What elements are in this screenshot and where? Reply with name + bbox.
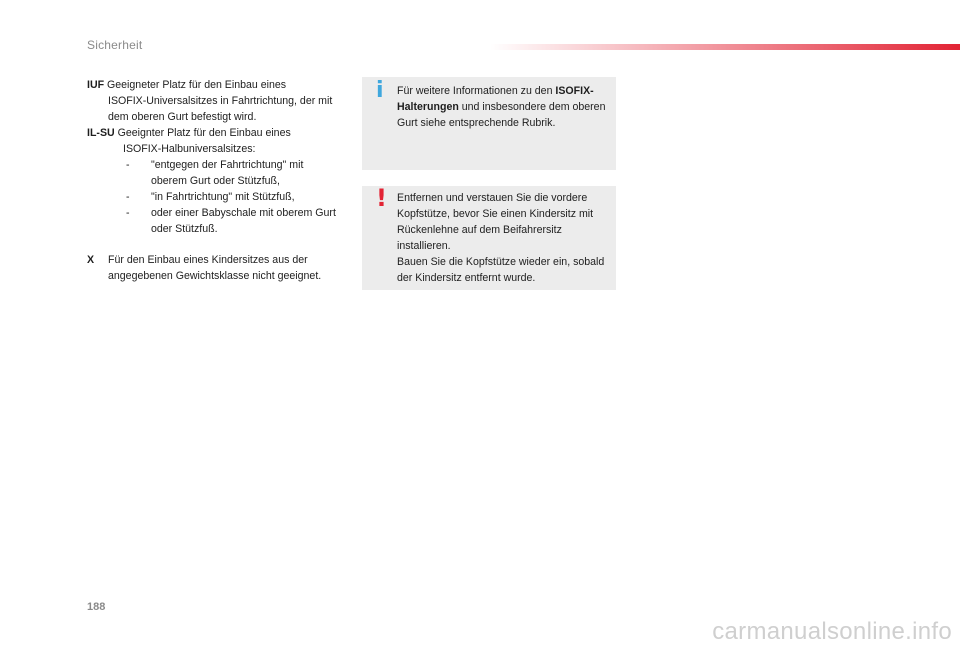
- warning-exclamation-icon: !: [376, 184, 387, 212]
- definition-text-continued: ISOFIX-Universalsitzes in Fahrtrichtung, der mit dem oberen Gurt befestigt wird.: [108, 95, 333, 123]
- definition-text-continued: ISOFIX-Halbuniversalsitzes:: [123, 143, 256, 155]
- bullet-list: [87, 157, 337, 237]
- warning-text: Entfernen und verstauen Sie die vordere Kopfstütze, bevor Sie einen Kindersitz mit Rückenlehne auf dem Beifahrersitz installieren. Bauen Sie die Kopfstütze wieder ein, sobald der Kindersitz entfernt wurde.: [397, 192, 605, 284]
- definition-text: Für den Einbau eines Kindersitzes aus der angegebenen Gewichtsklasse nicht geeignet.: [108, 254, 322, 282]
- definition-term: X: [87, 254, 95, 266]
- definition-x: [87, 252, 337, 284]
- list-item: - "in Fahrtrichtung" mit Stützfuß,: [126, 191, 295, 203]
- info-box: [362, 77, 616, 170]
- definitions-column: [87, 77, 337, 284]
- definition-term: IUF: [87, 79, 105, 91]
- definition-text: Geeigneter Platz für den Einbau eines: [107, 79, 287, 91]
- info-text: Für weitere Informationen zu den ISOFIX-Halterungen und insbesondere dem oberen Gurt siehe entsprechende Rubrik.: [397, 85, 606, 129]
- watermark: carmanualsonline.info: [712, 618, 952, 645]
- header-accent-bar: [490, 44, 960, 50]
- definition-ilsu: [87, 125, 337, 237]
- warning-box: [362, 186, 616, 290]
- page-number: 188: [87, 601, 106, 613]
- list-item: - oder einer Babyschale mit oberem Gurt oder Stützfuß.: [126, 207, 336, 235]
- section-title: Sicherheit: [87, 38, 143, 52]
- definition-text: Geeignter Platz für den Einbau eines: [117, 127, 291, 139]
- info-icon: i: [376, 78, 384, 103]
- list-item: - "entgegen der Fahrtrichtung" mit oberem Gurt oder Stützfuß,: [126, 159, 304, 187]
- definition-term: IL-SU: [87, 127, 115, 139]
- definition-iuf: [87, 77, 337, 125]
